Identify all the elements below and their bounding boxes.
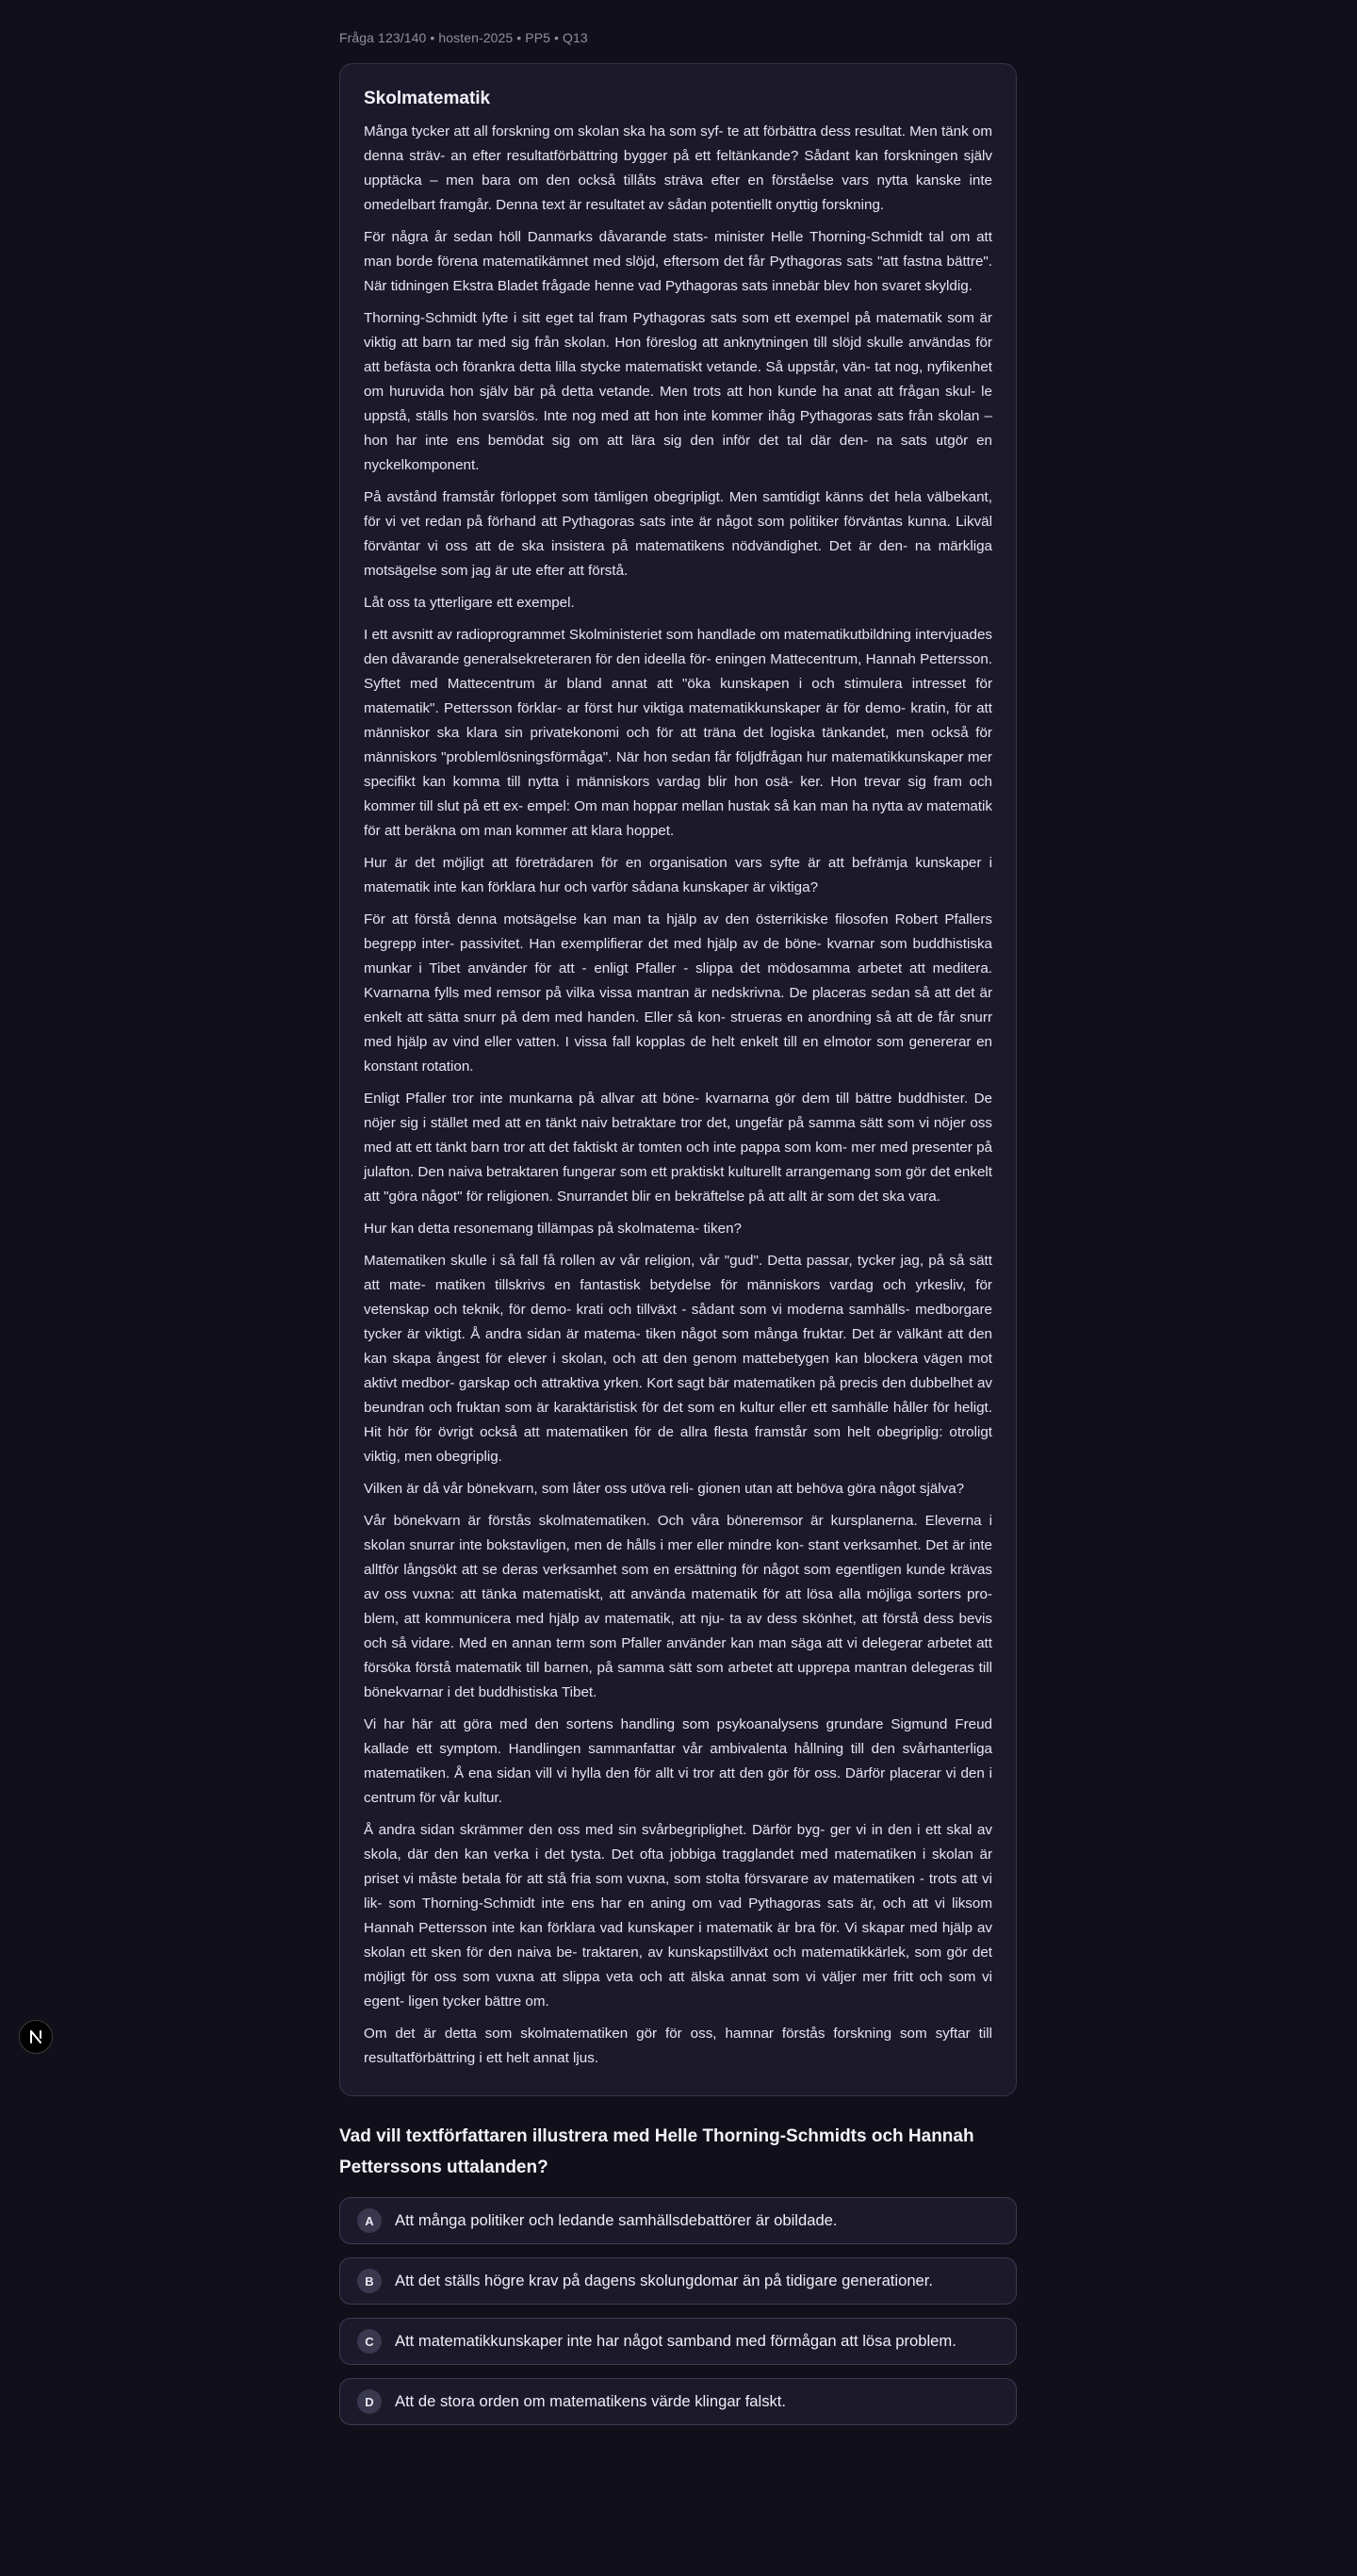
passage-card: [339, 63, 1017, 2096]
answer-options: [339, 2197, 1017, 2425]
passage-paragraph: Thorning-Schmidt lyfte i sitt eget tal fram Pythagoras sats som ett exempel på matematik som är viktig att barn tar med sig från skolan. Hon föreslog att anknytningen till slöjd skulle användas för att befästa och förankra detta lilla stycke matematiskt vetande. Så uppstår, vän- tat nog, nyfikenhet om huruvida hon själv bär på detta vetande. Men trots att hon kunde ha anat att frågan skul- le uppstå, ställs hon svarslös. Inte nog med att hon inte kommer ihåg Pythagoras sats från skolan – hon har inte ens bemödat sig om att lära sig den inför det tal där den- na sats utgör en nyckelkomponent.: [364, 310, 992, 473]
passage-paragraph: För några år sedan höll Danmarks dåvarande stats- minister Helle Thorning-Schmidt tal om att man borde förena matematikämnet med slöjd, eftersom det får Pythagoras sats "att fastna bättre". När tidningen Ekstra Bladet frågade henne vad Pythagoras sats innebär blev hon svaret skyldig.: [364, 229, 992, 294]
passage-paragraph: Enligt Pfaller tror inte munkarna på allvar att böne- kvarnarna gör dem till bättre buddhister. De nöjer sig i stället med att en tänkt naiv betraktare tror det, ungefär på samma sätt som vi nöjer oss med att ett tänkt barn tror att det faktiskt är tomten och inte pappa som kom- mer med presenter på julafton. Den naiva betraktaren fungerar som ett praktiskt kulturellt arrangemang som gör det enkelt att "göra något" för religionen. Snurrandet blir en bekräftelse på att allt är som det ska vara.: [364, 1091, 992, 1205]
passage-paragraph: Å andra sidan skrämmer den oss med sin svårbegriplighet. Därför byg- ger vi in den i ett skal av skola, där den kan verka i det tysta. Det ofta jobbiga tragglandet med matematiken i skolan är priset vi måste betala för att stå fria som vuxna, som stolta försvarare av matematiken - trots att vi lik- som Thorning-Schmidt inte ens har en aning om vad Pythagoras sats är, och att vi liksom Hannah Pettersson inte kan förklara vad kunskaper i matematik är bra för. Vi skapar med hjälp av skolan ett sken för den naiva be- traktaren, av kunskapstillväxt och matematikkärlek, som gör det möjligt för oss som vuxna att slippa veta och att älska annat som vi väljer mer fritt och som vi egent- ligen tycker bättre om.: [364, 1822, 992, 2010]
option-text: Att det ställs högre krav på dagens skolungdomar än på tidigare generationer.: [395, 2272, 934, 2289]
passage-paragraph: Hur är det möjligt att företrädaren för en organisation vars syfte är att befrämja kunskaper i matematik inte kan förklara hur och varför sådana kunskaper är viktiga?: [364, 855, 992, 895]
question-text: Vad vill textförfattaren illustrera med Helle Thorning-Schmidts och Hannah Petterssons uttalanden?: [339, 2126, 974, 2177]
passage-paragraph: Låt oss ta ytterligare ett exempel.: [364, 595, 575, 611]
nextjs-logo-icon: [26, 2027, 45, 2046]
option-letter-badge: D: [357, 2389, 382, 2414]
passage-paragraph: Vår bönekvarn är förstås skolmatematiken. Och våra böneremsor är kursplanerna. Eleverna i skolan snurrar inte bokstavligen, men de hålls i mer eller mindre kon- stant verksamhet. Det är inte alltför långsökt att se deras verksamhet som en ersättning för något som egentligen kunde krävas av oss vuxna: att tänka matematiskt, att använda matematik för att lösa alla möjliga sorters pro- blem, att kommunicera med hjälp av matematik, att nju- ta av dess skönhet, att förstå dess bevis och så vidare. Med en annan term som Pfaller använder kan man säga att vi delegerar arbetet att försöka förstå matematik till barnen, på samma sätt som arbetet att upprepa mantran delegeras till bönekvarnar i det buddhistiska Tibet.: [364, 1513, 992, 1700]
page-content: [339, 0, 1017, 2438]
passage-paragraph: På avstånd framstår förloppet som tämligen obegripligt. Men samtidigt känns det hela välbekant, för vi vet redan på förhand att Pythagoras sats inte är något som politiker förväntas kunna. Likväl förväntar vi oss att de ska insistera på matematikens nödvändighet. Det är den- na märkliga motsägelse som jag är ute efter att förstå.: [364, 489, 992, 579]
passage-paragraph: Matematiken skulle i så fall få rollen av vår religion, vår "gud". Detta passar, tycker jag, på så sätt att mate- matiken tillskrivs en fantastisk betydelse för människors vardag och yrkesliv, för vetenskap och teknik, för demo- krati och tillväxt - sådant som vi moderna samhälls- medborgare tycker är viktigt. Å andra sidan är matema- tiken något som många fruktar. Det är välkänt att den kan skapa ångest för elever i skolan, och att den genom mattebetygen kan blockera vägen mot aktivt medbor- garskap och attraktiva yrken. Kort sagt bär matematiken på precis den dubbelhet av beundran och fruktan som är karaktäristisk för det som en kultur eller ett samhälle håller för heligt. Hit hör för övrigt också att matematiken för de allra flesta framstår som helt obegriplig: otroligt viktig, men obegriplig.: [364, 1253, 992, 1465]
option-letter-badge: B: [357, 2269, 382, 2293]
option-letter-badge: C: [357, 2329, 382, 2354]
answer-option-d[interactable]: [339, 2378, 1017, 2425]
passage-paragraph: Många tycker att all forskning om skolan ska ha som syf- te att förbättra dess resultat. Men tänk om denna sträv- an efter resultatförbättring bygger på ett feltänkande? Sådant kan forskningen själv upptäcka – men bara om den också tillåts sträva efter en förståelse vars nytta kanske inte omedelbart framgår. Denna text är resultatet av sådan potentiellt onyttig forskning.: [364, 123, 992, 213]
answer-option-b[interactable]: [339, 2257, 1017, 2305]
answer-option-c[interactable]: [339, 2318, 1017, 2365]
option-text: Att många politiker och ledande samhällsdebattörer är obildade.: [395, 2211, 838, 2229]
passage-paragraph: För att förstå denna motsägelse kan man ta hjälp av den österrikiske filosofen Robert Pfallers begrepp inter- passivitet. Han exemplifierar det med hjälp av de böne- kvarnar som buddhistiska munkar i Tibet använder för att - enligt Pfaller - slippa det mödosamma arbetet att meditera. Kvarnarna fylls med remsor på vilka vissa mantran är nedskrivna. De placeras sedan så att det är enkelt att sätta snurr på dem med handen. Eller så kon- strueras en anordning så att de får snurr med hjälp av vind eller vatten. I vissa fall kopplas de helt enkelt till en elmotor som genererar en konstant rotation.: [364, 911, 992, 1075]
option-text: Att de stora orden om matematikens värde klingar falskt.: [395, 2392, 787, 2410]
passage-paragraph: I ett avsnitt av radioprogrammet Skolministeriet som handlade om matematikutbildning intervjuades den dåvarande generalsekreteraren för den ideella för- eningen Mattecentrum, Hannah Pettersson. Syftet med Mattecentrum är bland annat att "öka kunskapen i och stimulera intresset för matematik". Pettersson förklar- ar först hur viktiga matematikkunskaper är för demo- kratin, för att människor ska klara sin privatekonomi och för att träna det logiska tänkandet, men också för människors "problemlösningsförmåga". När hon sedan får följdfrågan hur matematikkunskaper mer specifikt kan komma till nytta i människors vardag blir hon osä- ker. Hon trevar sig fram och kommer till slut på ett ex- empel: Om man hoppar mellan hustak så kan man ha nytta av matematik för att beräkna om man kommer att klara hoppet.: [364, 627, 992, 839]
passage-title: Skolmatematik: [364, 89, 491, 108]
passage-paragraph: Hur kan detta resonemang tillämpas på skolmatema- tiken?: [364, 1221, 742, 1237]
passage-paragraph: Om det är detta som skolmatematiken gör för oss, hamnar förstås forskning som syftar till resultatförbättring i ett helt annat ljus.: [364, 2026, 992, 2066]
breadcrumb: Fråga 123/140 • hosten-2025 • PP5 • Q13: [339, 30, 588, 45]
option-text: Att matematikkunskaper inte har något samband med förmågan att lösa problem.: [395, 2332, 956, 2350]
answer-option-a[interactable]: [339, 2197, 1017, 2244]
passage-paragraph: Vilken är då vår bönekvarn, som låter oss utöva reli- gionen utan att behöva göra något själva?: [364, 1481, 965, 1497]
option-letter-badge: A: [357, 2208, 382, 2233]
passage-paragraph: Vi har här att göra med den sortens handling som psykoanalysens grundare Sigmund Freud kallade ett symptom. Handlingen sammanfattar vår ambivalenta hållning till den svårhanterliga matematiken. Å ena sidan vill vi hylla den för allt vi tror att den gör för oss. Därför placerar vi den i centrum för vår kultur.: [364, 1716, 992, 1806]
nextjs-logo-button[interactable]: [19, 2020, 53, 2054]
passage-body: [364, 120, 992, 2071]
